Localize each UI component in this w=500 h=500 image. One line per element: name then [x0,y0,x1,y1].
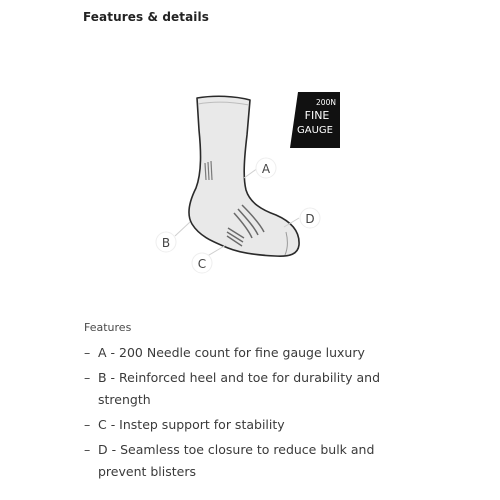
feature-item-a [84,342,414,364]
bullet-dash: – [84,370,91,385]
feature-item-b [84,367,414,411]
callout-d-label: D [305,212,315,226]
callout-b-label: B [161,236,171,250]
badge-line-3: GAUGE [297,125,333,136]
features-list [84,342,414,486]
callout-a-label: A [261,162,271,176]
bullet-dash: – [84,442,91,457]
section-title: Features & details [83,10,209,24]
bullet-dash: – [84,345,91,360]
badge-line-1: 200N [316,98,336,107]
feature-text: D - Seamless toe closure to reduce bulk and prevent blisters [98,442,375,479]
fine-gauge-badge [290,92,340,148]
features-heading: Features [84,321,132,334]
callout-a [256,158,276,178]
callout-b [156,232,176,252]
feature-text: A - 200 Needle count for fine gauge luxury [98,345,365,360]
callout-c [192,253,212,273]
feature-text: C - Instep support for stability [98,417,285,432]
bullet-dash: – [84,417,91,432]
callout-c-label: C [197,257,207,271]
feature-text: B - Reinforced heel and toe for durability and strength [98,370,381,407]
badge-line-2: FINE [304,109,330,122]
callout-d [300,208,320,228]
feature-item-d [84,439,414,483]
feature-item-c [84,414,414,436]
